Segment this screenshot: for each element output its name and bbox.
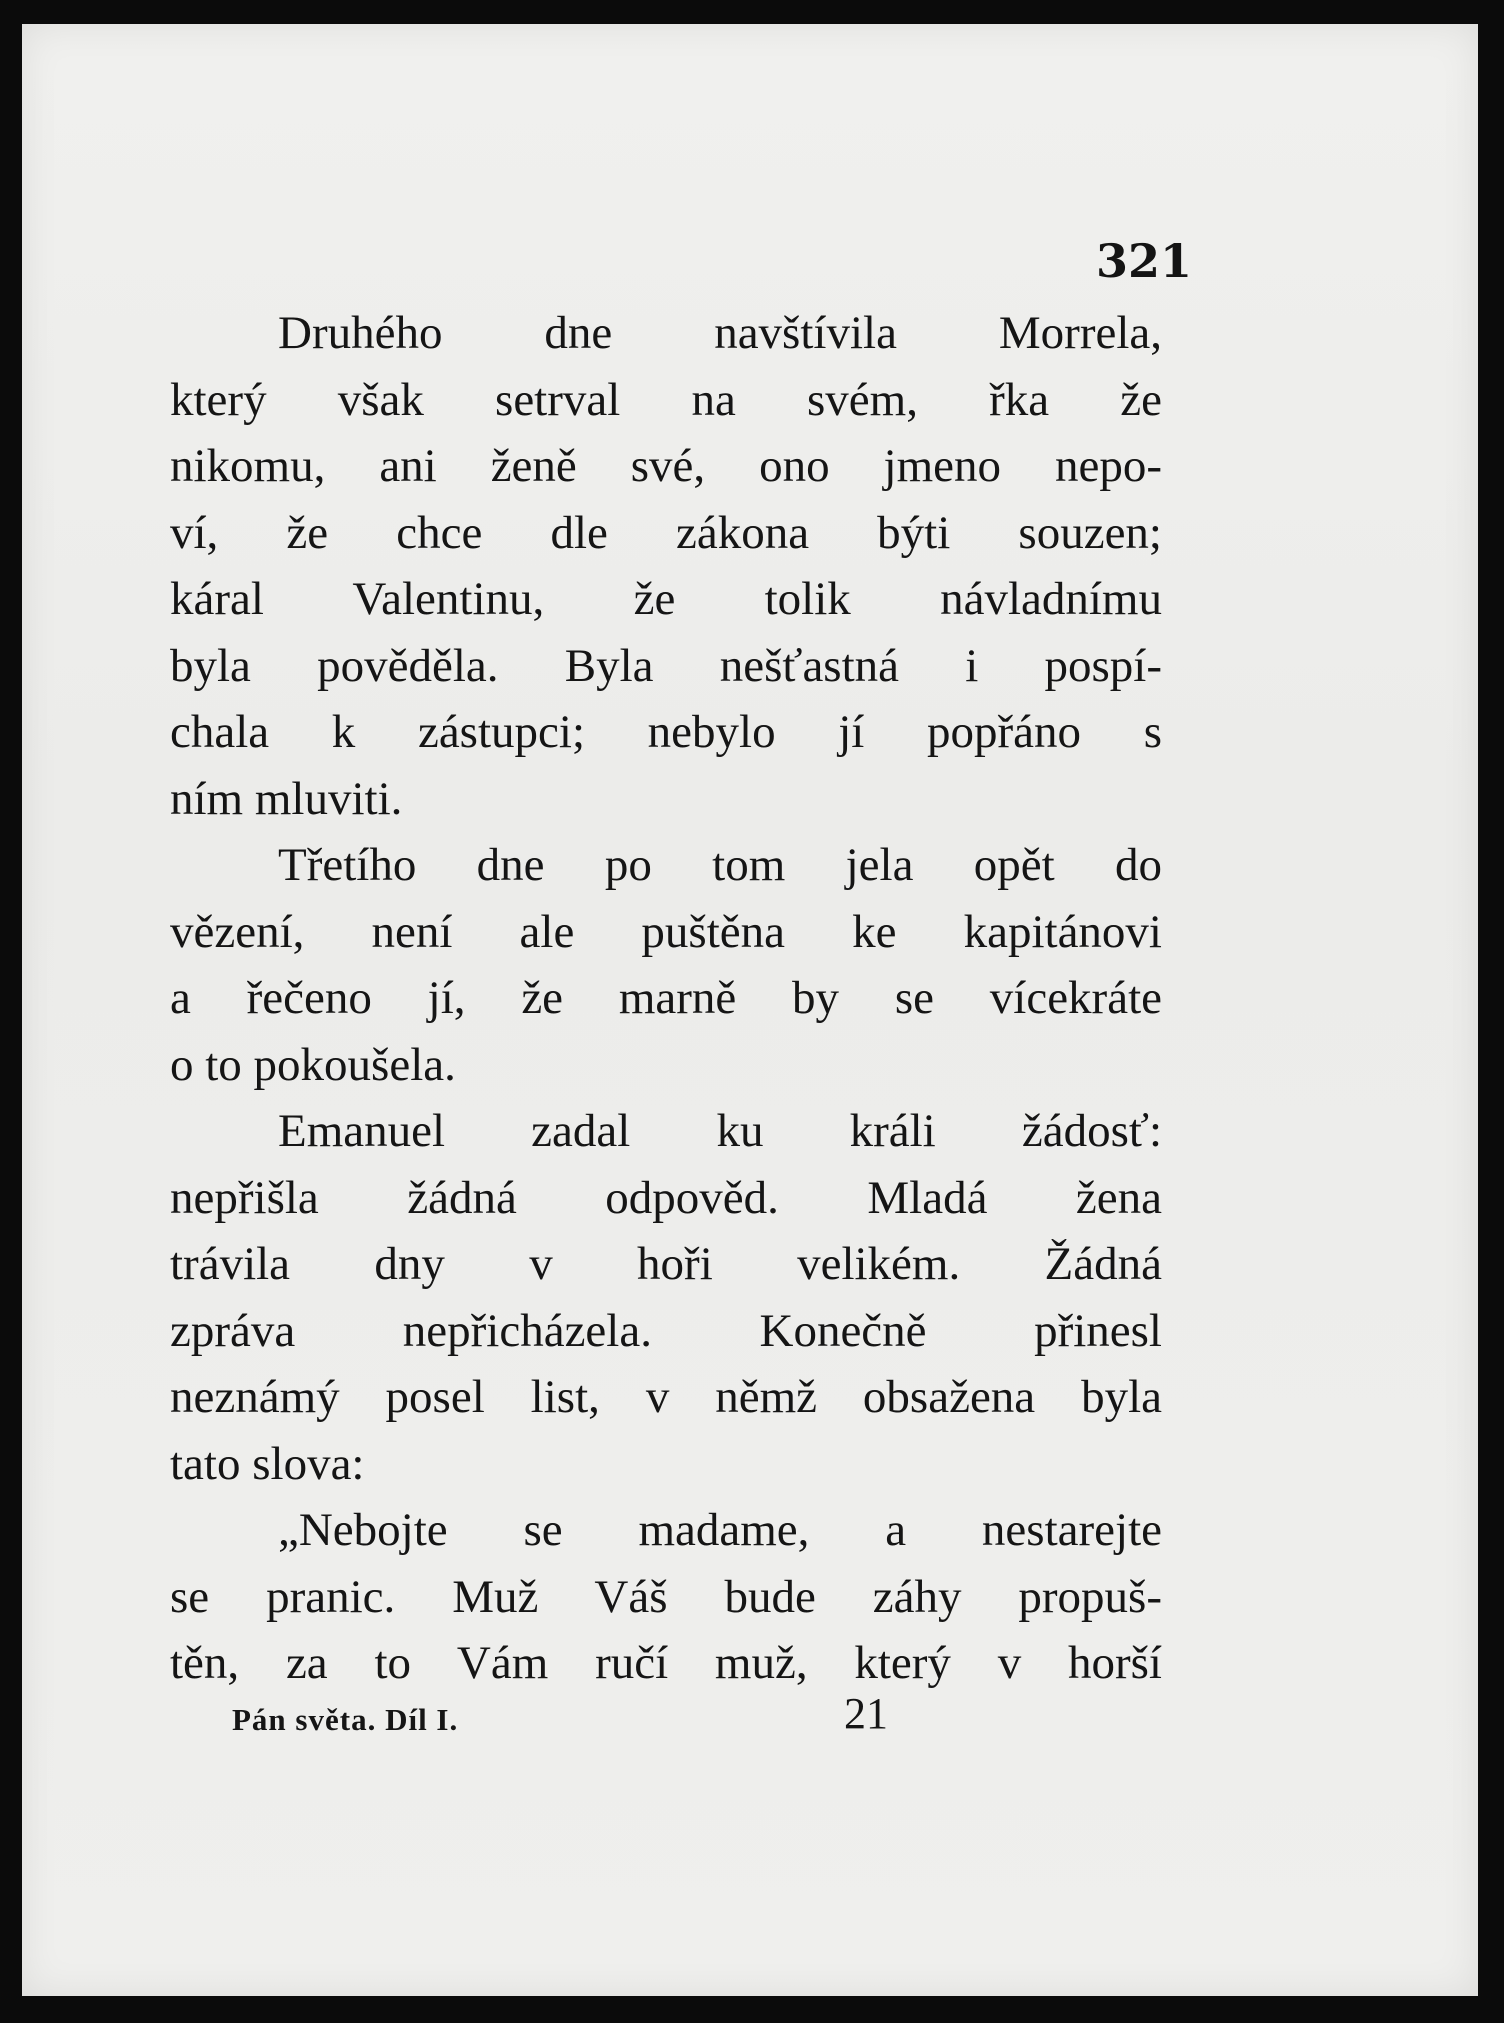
text-line: byla pověděla. Byla nešťastná i pospí- bbox=[170, 639, 1162, 692]
body-text bbox=[170, 300, 1162, 1697]
text-line: trávila dny v hoři velikém. Žádná bbox=[170, 1238, 1162, 1290]
text-line: káral Valentinu, že tolik návladnímu bbox=[170, 573, 1162, 625]
text-line: chala k zástupci; nebylo jí popřáno s bbox=[170, 706, 1162, 758]
text-line: který však setrval na svém, řka že bbox=[170, 373, 1162, 426]
page-footer bbox=[232, 1688, 932, 1748]
text-line: těn, za to Vám ručí muž, který v horší bbox=[170, 1637, 1162, 1689]
text-line: ví, že chce dle zákona býti souzen; bbox=[170, 506, 1162, 559]
text-line: Druhého dne navštívila Morrela, bbox=[278, 307, 1162, 359]
footer-book-title: Pán světa. Díl I. bbox=[232, 1702, 459, 1737]
page-number: 321 bbox=[1095, 234, 1192, 288]
text-line: se pranic. Muž Váš bude záhy propuš- bbox=[170, 1570, 1162, 1623]
footer-signature-mark: 21 bbox=[844, 1689, 888, 1738]
text-line: a řečeno jí, že marně by se vícekráte bbox=[170, 972, 1162, 1024]
text-line: neznámý posel list, v němž obsažena byla bbox=[170, 1371, 1162, 1423]
text-line: nikomu, ani ženě své, ono jmeno nepo- bbox=[170, 440, 1162, 492]
text-line: Třetího dne po tom jela opět do bbox=[278, 839, 1162, 891]
text-line: nepřišla žádná odpověd. Mladá žena bbox=[170, 1171, 1162, 1224]
text-line: Emanuel zadal ku králi žádosť: bbox=[278, 1105, 1162, 1157]
text-line: o to pokoušela. bbox=[170, 1038, 456, 1091]
text-line: vězení, není ale puštěna ke kapitánovi bbox=[170, 905, 1162, 958]
text-line: tato slova: bbox=[170, 1437, 365, 1490]
text-line: „Nebojte se madame, a nestarejte bbox=[278, 1504, 1162, 1556]
text-line: zpráva nepřicházela. Konečně přinesl bbox=[170, 1304, 1162, 1357]
text-line: ním mluviti. bbox=[170, 772, 403, 825]
